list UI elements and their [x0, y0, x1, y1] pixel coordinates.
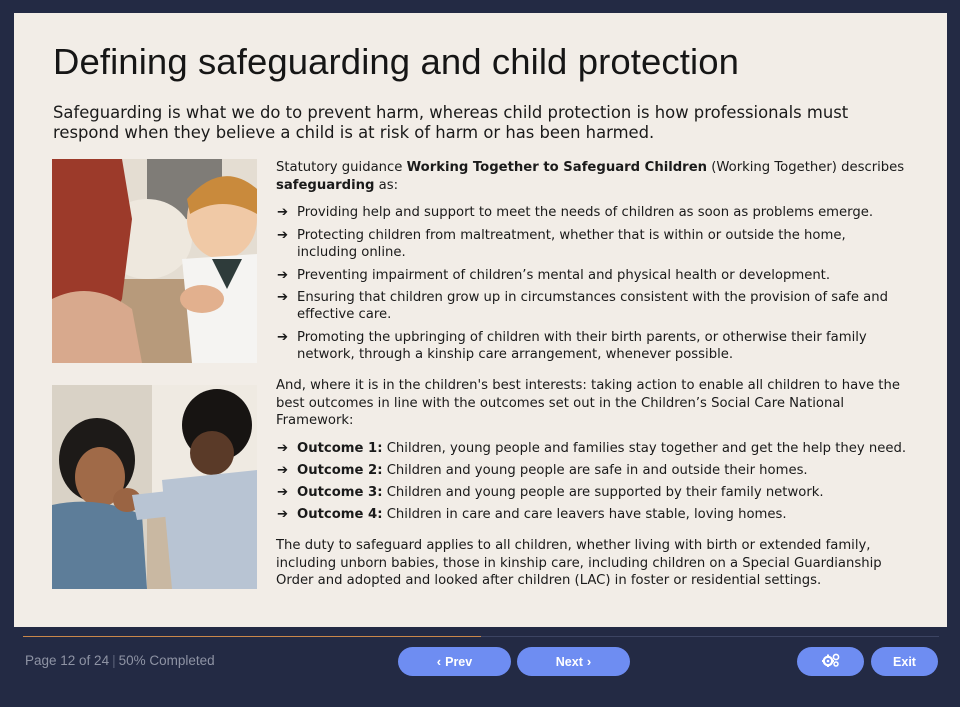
content-column: [276, 159, 906, 590]
list-item: ➔ Promoting the upbringing of children with their birth parents, or otherwise their family network, through a kinship care arrangement, whenever possible.: [277, 329, 867, 363]
guidance-title: Working Together to Safeguard Children: [406, 160, 708, 175]
arrow-right-icon: ➔: [277, 485, 289, 501]
outcomes-intro: And, where it is in the children's best interests: taking action to enable all children to have the best outcomes in line with the outcomes set out in the Children’s Social Care National Framework:: [276, 378, 900, 429]
status-separator: |: [112, 653, 116, 668]
list-item: ➔ Outcome 2: Children and young people are safe in and outside their homes.: [277, 463, 808, 479]
slide-panel: [14, 13, 947, 627]
intro-text: Safeguarding is what we do to prevent harm, whereas child protection is how professionals must respond when they believe a child is at risk of harm or has been harmed.: [53, 103, 849, 142]
list-item: ➔ Protecting children from maltreatment, whether that is within or outside the home, including online.: [277, 227, 846, 261]
arrow-right-icon: ➔: [277, 205, 289, 221]
chevron-right-icon: ›: [586, 654, 592, 669]
duty-paragraph: The duty to safeguard applies to all children, whether living with birth or extended family, including unborn babies, those in kinship care, including children on a Special Guardianship Order and adopted and looked after children (LAC) in foster or residential settings.: [276, 537, 882, 589]
arrow-right-icon: ➔: [277, 267, 289, 283]
list-item: ➔ Outcome 4: Children in care and care leavers have stable, loving homes.: [277, 507, 787, 523]
lead-paragraph: Statutory guidance Working Together to Safeguard Children (Working Together) describes safeguarding as:: [276, 160, 905, 193]
completion-status: 50% Completed: [118, 653, 215, 668]
arrow-right-icon: ➔: [277, 289, 289, 305]
list-item: ➔ Ensuring that children grow up in circumstances consistent with the provision of safe and effective care.: [277, 289, 888, 323]
safeguarding-list: [276, 204, 906, 364]
arrow-right-icon: ➔: [277, 329, 289, 345]
safeguarding-term: safeguarding: [276, 177, 375, 193]
list-item: ➔ Providing help and support to meet the needs of children as soon as problems emerge.: [277, 205, 874, 221]
progress-fill: [23, 636, 481, 637]
page-title: Defining safeguarding and child protection: [53, 41, 739, 82]
photo-adult-comforting-teen: [52, 385, 257, 589]
list-item: ➔ Outcome 1: Children, young people and families stay together and get the help they need.: [277, 441, 907, 457]
list-item: ➔ Outcome 3: Children and young people are supported by their family network.: [277, 485, 824, 501]
chevron-left-icon: ‹: [436, 654, 442, 669]
page-counter: Page 12 of 24: [25, 653, 110, 668]
exit-button[interactable]: Exit: [871, 647, 938, 676]
progress-bar: [23, 636, 939, 637]
list-item: ➔ Preventing impairment of children’s mental and physical health or development.: [277, 267, 831, 283]
arrow-right-icon: ➔: [277, 227, 289, 243]
photo-adult-adjusting-child-tie: [52, 159, 257, 363]
outcomes-list: [276, 440, 906, 524]
arrow-right-icon: ➔: [277, 441, 289, 457]
settings-button[interactable]: [797, 647, 864, 676]
prev-button[interactable]: ‹ Prev: [398, 647, 511, 676]
gears-icon: [822, 653, 840, 670]
next-button[interactable]: Next ›: [517, 647, 630, 676]
arrow-right-icon: ➔: [277, 463, 289, 479]
arrow-right-icon: ➔: [277, 507, 289, 523]
page-status: [25, 653, 215, 668]
